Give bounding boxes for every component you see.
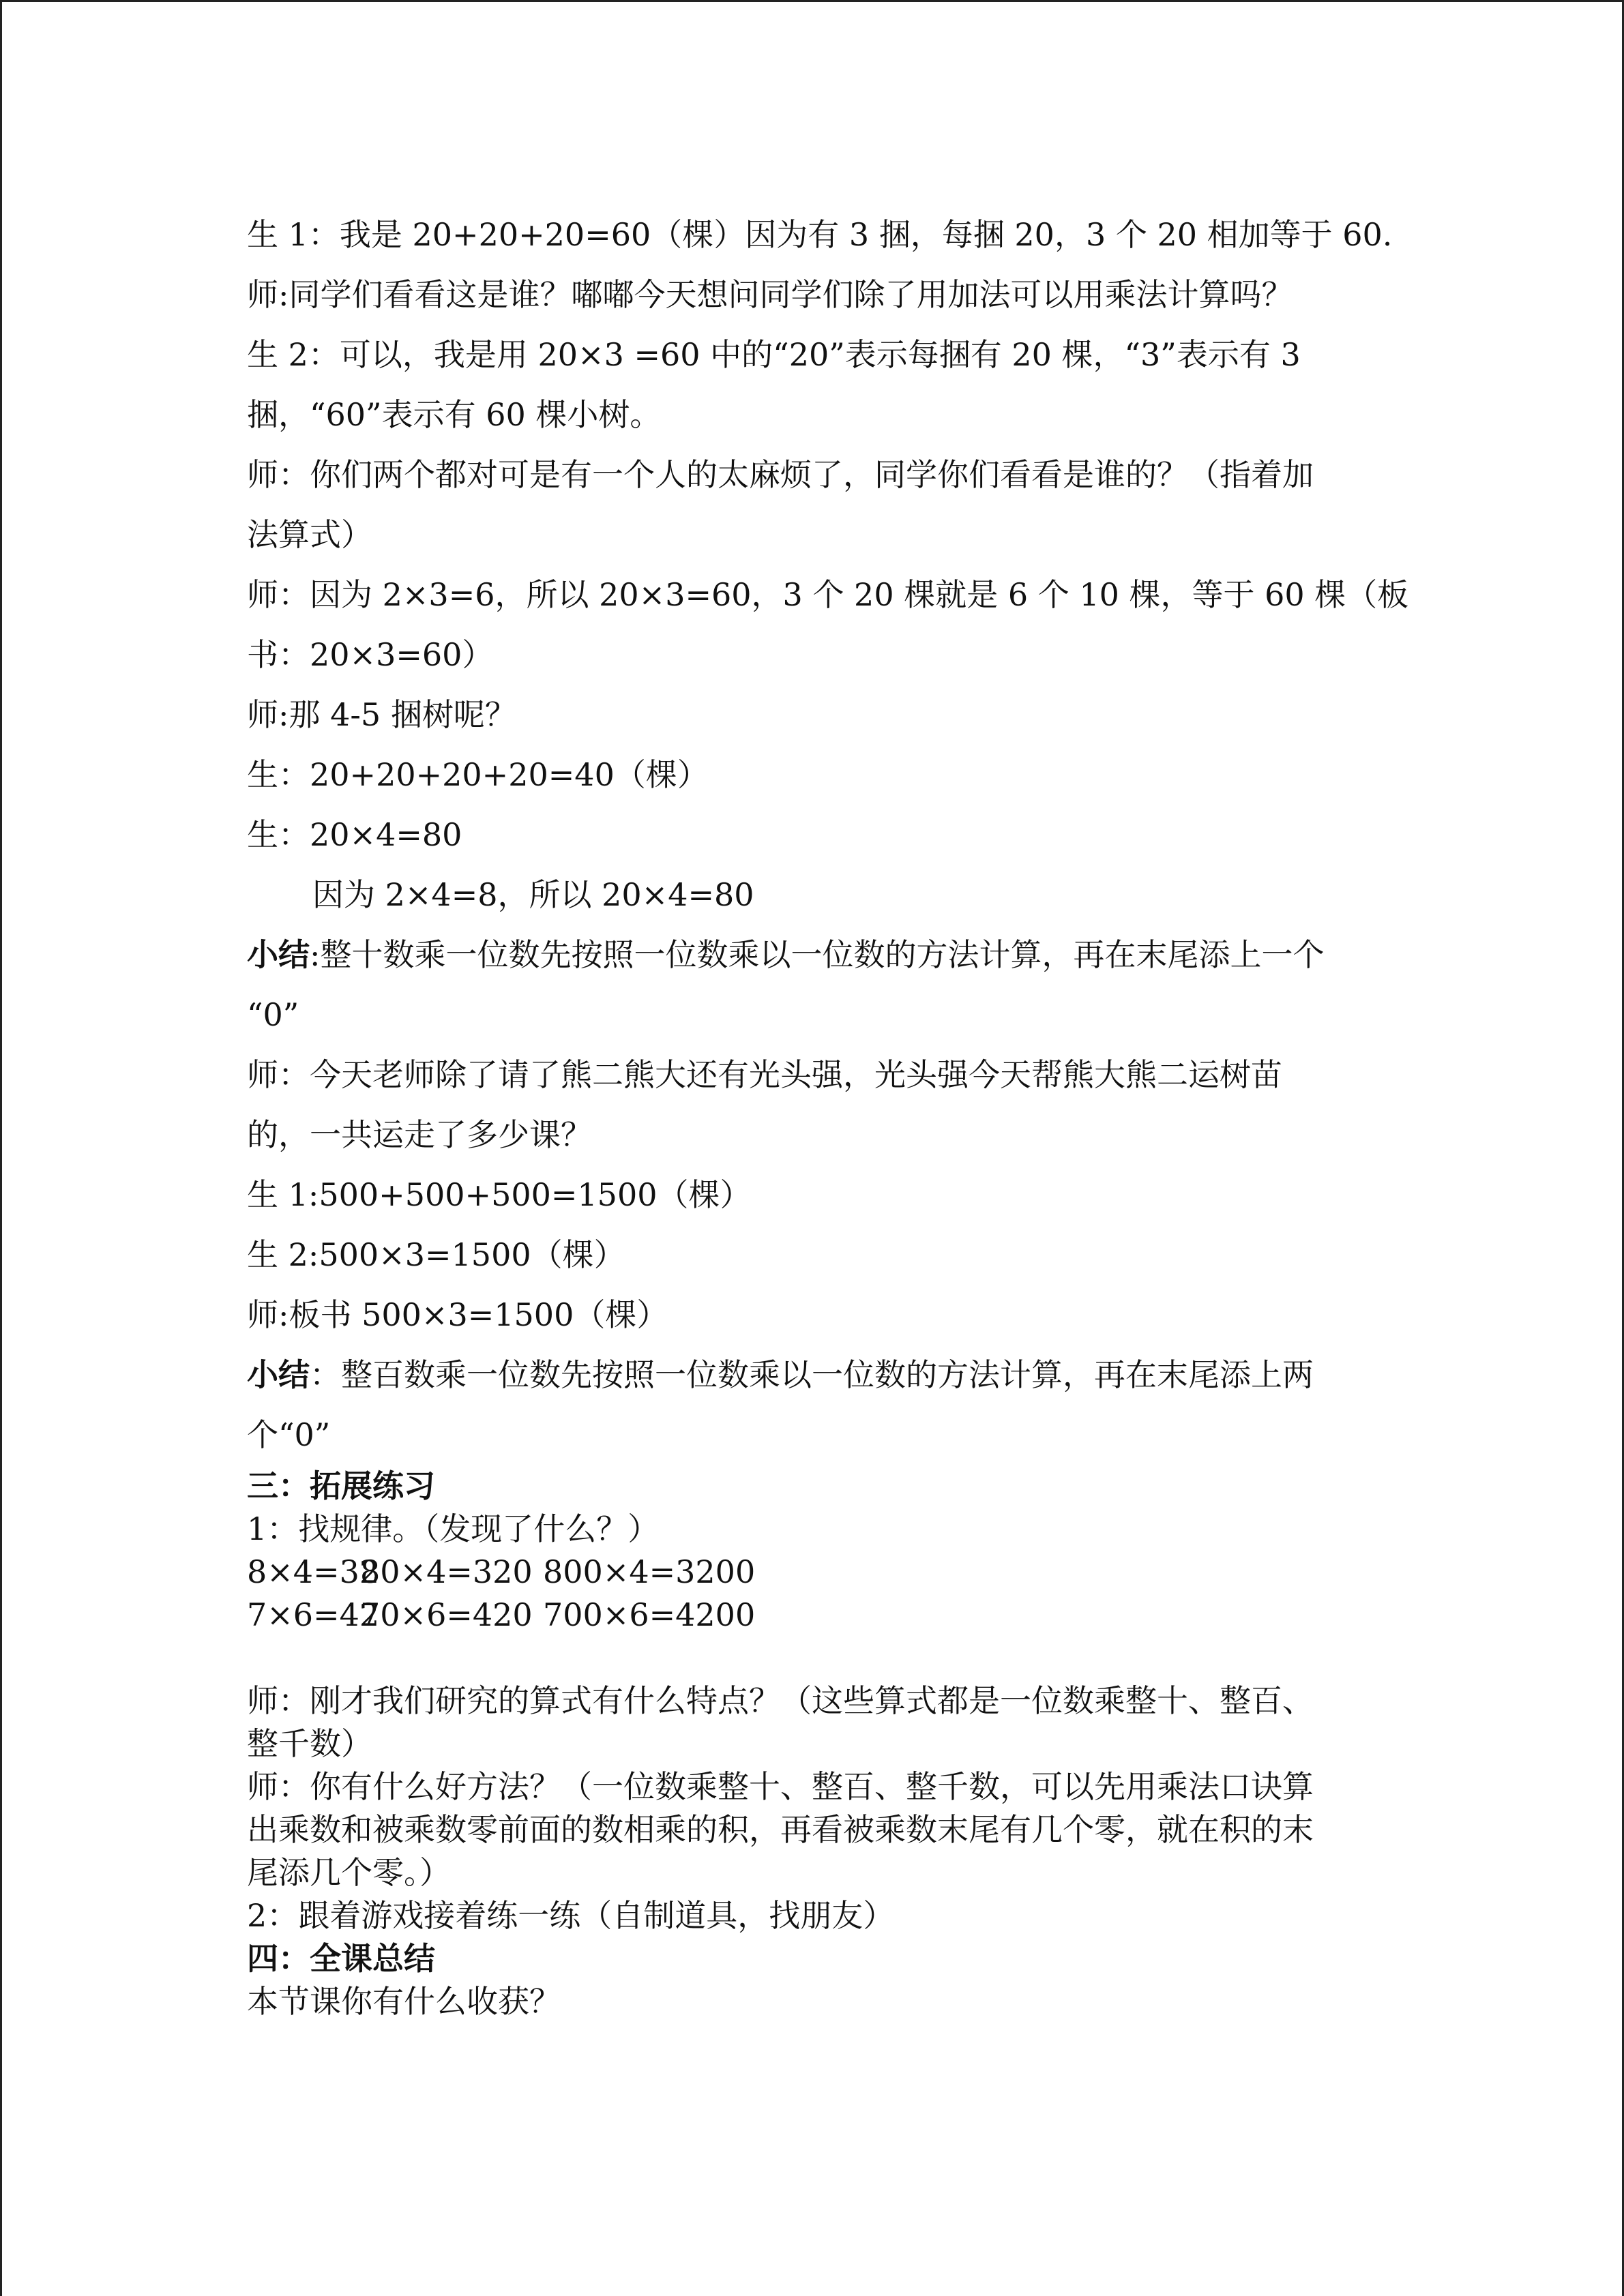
paragraph-line: 生：20×4=80 <box>247 816 462 853</box>
summary-line <box>247 1345 1393 1405</box>
paragraph-line: 的，一共运走了多少课？ <box>247 1116 592 1153</box>
paragraph-line: 尾添几个零。） <box>247 1854 451 1891</box>
equation: 8×4=32 <box>247 1553 380 1590</box>
summary-label: 小结 <box>247 936 310 973</box>
paragraph-line: 师：今天老师除了请了熊二熊大还有光头强，光头强今天帮熊大熊二运树苗 <box>247 1056 1282 1093</box>
paragraph-line: 生 1：我是 20+20+20=60（棵）因为有 3 捆，每捆 20，3 个 20 相加等于 60. <box>247 216 1393 253</box>
equation-row <box>247 1551 1393 1594</box>
paragraph-line: 师:板书 500×3=1500（棵） <box>247 1296 668 1333</box>
paragraph-line-indented: 因为 2×4=8，所以 20×4=80 <box>312 876 754 913</box>
paragraph-line: 师：刚才我们研究的算式有什么特点？（这些算式都是一位数乘整十、整百、 <box>247 1682 1314 1719</box>
paragraph-line: 师：你们两个都对可是有一个人的太麻烦了，同学你们看看是谁的？（指着加 <box>247 456 1314 493</box>
summary-text: ：整百数乘一位数先按照一位数乘以一位数的方法计算，再在末尾添上两 <box>310 1356 1314 1393</box>
equation: 7×6=42 <box>247 1596 380 1633</box>
paragraph-line: 师：因为 2×3=6，所以 20×3=60，3 个 20 棵就是 6 个 10 棵，等于 60 棵（板 <box>247 576 1409 613</box>
section-heading: 四：全课总结 <box>247 1940 435 1977</box>
equation: 80×4=320 <box>360 1553 533 1590</box>
paragraph-line: 法算式） <box>247 516 372 553</box>
paragraph-line: 师:同学们看看这是谁？嘟嘟今天想问同学们除了用加法可以用乘法计算吗？ <box>247 276 1293 313</box>
paragraph-line: 本节课你有什么收获？ <box>247 1983 561 2020</box>
paragraph-line: 生：20+20+20+20=40（棵） <box>247 756 709 793</box>
paragraph-line: 出乘数和被乘数零前面的数相乘的积，再看被乘数末尾有几个零，就在积的末 <box>247 1811 1314 1848</box>
summary-label: 小结 <box>247 1356 310 1393</box>
paragraph-line: 师:那 4-5 捆树呢？ <box>247 696 516 733</box>
equation: 700×6=4200 <box>543 1596 756 1633</box>
paragraph-line: 生 2：可以，我是用 20×3 =60 中的“20”表示每捆有 20 棵，“3”表示有 3 <box>247 336 1301 373</box>
summary-text: :整十数乘一位数先按照一位数乘以一位数的方法计算，再在末尾添上一个 <box>310 936 1325 973</box>
section-heading: 三：拓展练习 <box>247 1467 435 1504</box>
blank-line <box>247 1637 1393 1680</box>
equation: 70×6=420 <box>360 1596 533 1633</box>
paragraph-line: 生 2:500×3=1500（棵） <box>247 1236 625 1273</box>
paragraph-line: 生 1:500+500+500=1500（棵） <box>247 1176 752 1213</box>
equation: 800×4=3200 <box>543 1553 756 1590</box>
summary-continuation: “0” <box>247 996 299 1033</box>
document-body <box>247 205 1409 2023</box>
summary-continuation: 个“0” <box>247 1416 331 1453</box>
paragraph-line: 师：你有什么好方法？（一位数乘整十、整百、整千数，可以先用乘法口诀算 <box>247 1768 1314 1805</box>
paragraph-line: 书：20×3=60） <box>247 636 494 673</box>
paragraph-line: 捆，“60”表示有 60 棵小树。 <box>247 396 662 433</box>
summary-line <box>247 925 1393 985</box>
paragraph-line: 2：跟着游戏接着练一练（自制道具，找朋友） <box>247 1897 895 1934</box>
equation-row <box>247 1594 1393 1637</box>
paragraph-line: 整千数） <box>247 1725 372 1762</box>
exercise-question: 1：找规律。（发现了什么？） <box>247 1510 660 1547</box>
